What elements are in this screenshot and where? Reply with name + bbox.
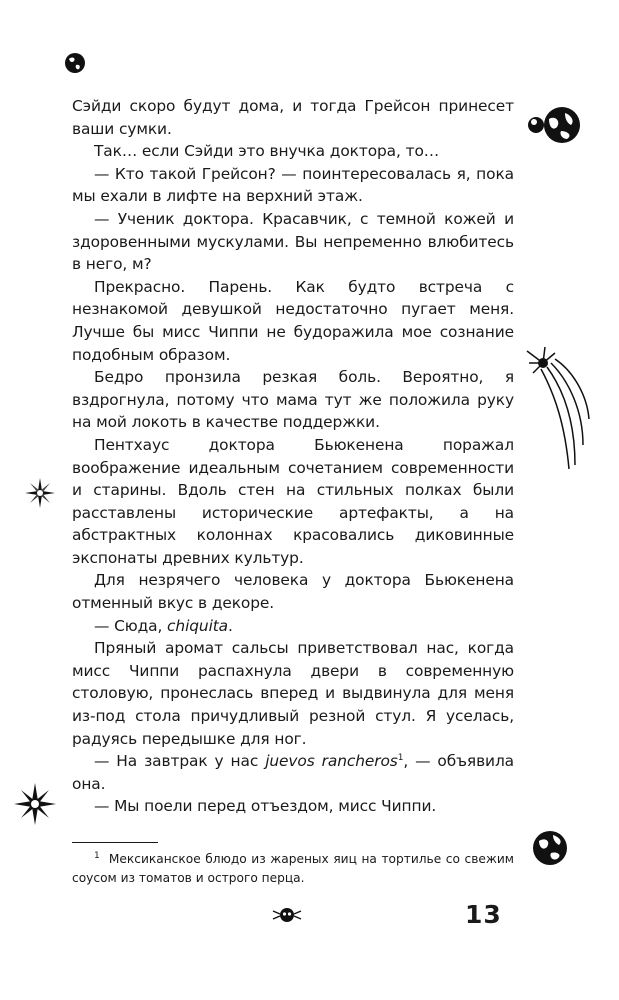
paragraph: [72, 208, 514, 276]
paragraph: [72, 569, 514, 614]
footnote-marker: 1: [94, 850, 100, 861]
italic-text: chiquita: [167, 616, 229, 635]
footnote-paragraph: [72, 850, 514, 887]
paragraph-text: .: [228, 616, 233, 635]
paragraph: [72, 366, 514, 434]
paragraph: [72, 637, 514, 750]
paragraph: [72, 95, 514, 140]
paragraph-text: Пряный аромат сальсы приветствовал нас, когда мисс Чиппи распахнула двери в современную столовую, пронеслась вперед и выдвинула для меня из-под стола причудливый резной стул. Я уселась, радуясь передышке для ног.: [72, 639, 514, 748]
paragraph: [72, 163, 514, 208]
planet-icon: [527, 105, 583, 145]
paragraph-text: — Сюда,: [94, 616, 168, 635]
body-text: [72, 95, 514, 818]
paragraph-text: — На завтрак у нас: [94, 752, 266, 771]
planet-icon: [531, 829, 569, 867]
paragraph-text: Пентхаус доктора Бьюкенена поражал воображение идеальным сочетанием современности и старины. Вдоль стен на стильных полках были расставлены исторические артефакты, а на абстрактных колоннах красовались диковинные экспонаты древних культур.: [72, 435, 514, 567]
footnote-divider: [72, 842, 158, 843]
paragraph: [72, 615, 514, 638]
paragraph-text: Бедро пронзила резкая боль. Вероятно, я вздрогнула, потому что мама тут же положила руку на мой локоть в качестве поддержки.: [72, 368, 514, 432]
comet-icon: [525, 345, 591, 473]
paragraph-text: , — объявила она.: [72, 752, 515, 793]
footnote: [72, 850, 514, 887]
paragraph: [72, 434, 514, 570]
paragraph-text: — Мы поели перед отъездом, мисс Чиппи.: [94, 797, 437, 816]
paragraph-text: Прекрасно. Парень. Как будто встреча с незнакомой девушкой недостаточно пугает меня. Лучше бы мисс Чиппи не будоражила мое сознание подобным образом.: [72, 277, 514, 364]
paragraph-text: Для незрячего человека у доктора Бьюкенена отменный вкус в декоре.: [72, 571, 514, 613]
page-number: 13: [465, 900, 502, 929]
globe-icon: [64, 52, 86, 74]
paragraph-text: — Ученик доктора. Красавчик, с темной кожей и здоровенными мускулами. Вы непременно влюбитесь в него, м?: [72, 209, 514, 274]
paragraph: [72, 795, 514, 818]
footnote-text: Мексиканское блюдо из жареных яиц на тортилье со свежим соусом из томатов и острого перца.: [72, 852, 515, 885]
skull-ornament-icon: [272, 905, 302, 925]
paragraph-text: Так… если Сэйди это внучка доктора, то…: [94, 142, 440, 161]
paragraph: [72, 750, 514, 795]
footnote-ref: 1: [397, 753, 404, 764]
compass-star-icon: [14, 783, 56, 825]
italic-text: juevos rancheros: [265, 752, 398, 771]
compass-star-icon: [25, 478, 55, 508]
paragraph-text: — Кто такой Грейсон? — поинтересовалась я, пока мы ехали в лифте на верхний этаж.: [72, 164, 514, 206]
paragraph: [72, 276, 514, 366]
paragraph-text: Сэйди скоро будут дома, и тогда Грейсон принесет ваши сумки.: [72, 97, 514, 138]
paragraph: [72, 140, 514, 163]
